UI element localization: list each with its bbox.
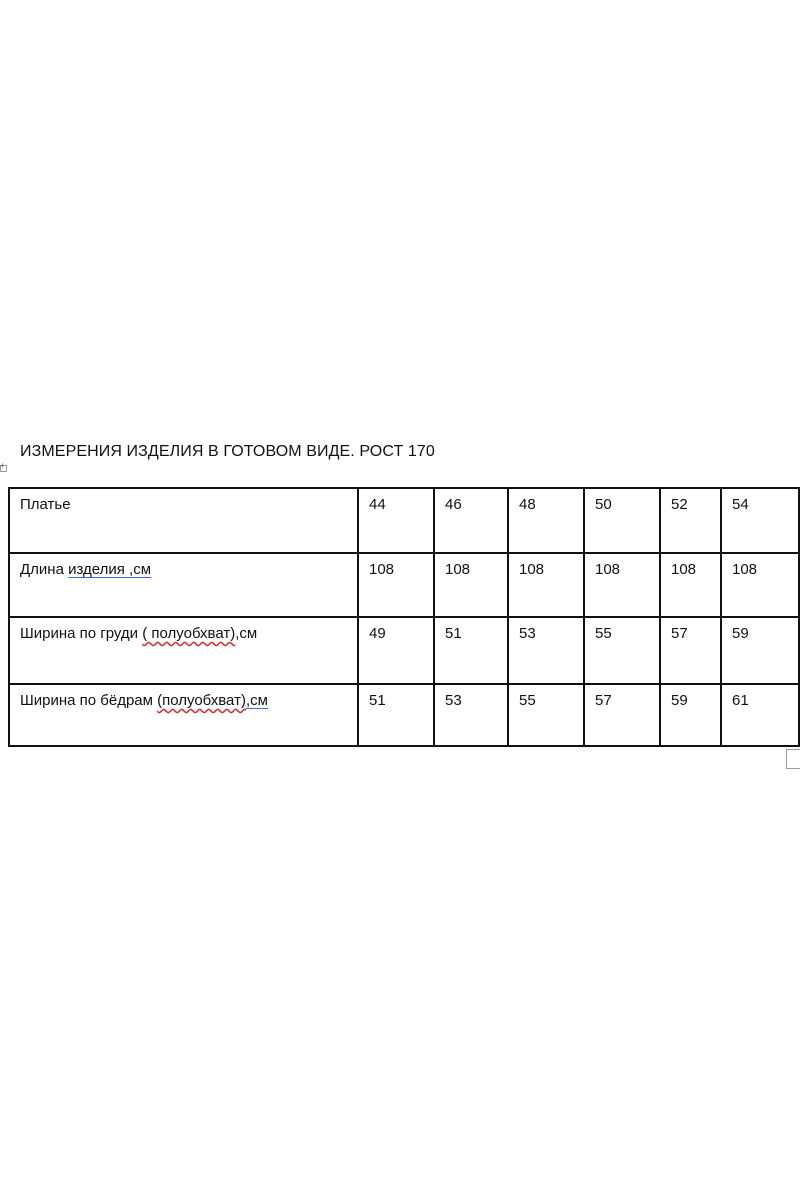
value-cell: 108 <box>434 553 508 617</box>
size-cell: 50 <box>584 488 660 553</box>
table-row <box>9 617 799 684</box>
spelling-marked-text: (полуобхват) <box>157 692 246 709</box>
size-table <box>8 487 800 747</box>
value-cell: 108 <box>584 553 660 617</box>
value-cell: 57 <box>584 684 660 746</box>
value-cell: 108 <box>508 553 584 617</box>
size-cell: 52 <box>660 488 721 553</box>
table-resize-handle-icon[interactable] <box>786 749 800 769</box>
row-label-suffix: ,см <box>245 692 268 709</box>
value-cell: 108 <box>660 553 721 617</box>
value-cell: 59 <box>721 617 799 684</box>
value-cell: 108 <box>358 553 434 617</box>
value-cell: 57 <box>660 617 721 684</box>
value-cell: 61 <box>721 684 799 746</box>
value-cell: 53 <box>434 684 508 746</box>
value-cell: 53 <box>508 617 584 684</box>
value-cell: 51 <box>434 617 508 684</box>
size-cell: 44 <box>358 488 434 553</box>
spelling-marked-text: ( полуобхват) <box>142 625 236 642</box>
value-cell: 49 <box>358 617 434 684</box>
table-row <box>9 553 799 617</box>
row-label-text: Ширина по груди <box>20 625 143 642</box>
value-cell: 55 <box>508 684 584 746</box>
size-cell: 48 <box>508 488 584 553</box>
row-label-cell <box>9 684 358 746</box>
value-cell: 51 <box>358 684 434 746</box>
size-cell: 46 <box>434 488 508 553</box>
value-cell: 108 <box>721 553 799 617</box>
table-header-row <box>9 488 799 553</box>
row-label-cell <box>9 553 358 617</box>
table-move-handle-icon[interactable] <box>0 465 7 472</box>
size-cell: 54 <box>721 488 799 553</box>
row-label-text: Ширина по бёдрам <box>20 692 158 709</box>
row-label-suffix: ,см <box>235 625 258 642</box>
grammar-marked-text: изделия ,см <box>68 561 152 578</box>
row-label-text: Длина <box>20 561 69 578</box>
header-label-cell: Платье <box>9 488 358 553</box>
value-cell: 55 <box>584 617 660 684</box>
page-title: ИЗМЕРЕНИЯ ИЗДЕЛИЯ В ГОТОВОМ ВИДЕ. РОСТ 170 <box>20 443 435 460</box>
row-label-cell <box>9 617 358 684</box>
value-cell: 59 <box>660 684 721 746</box>
table-row <box>9 684 799 746</box>
